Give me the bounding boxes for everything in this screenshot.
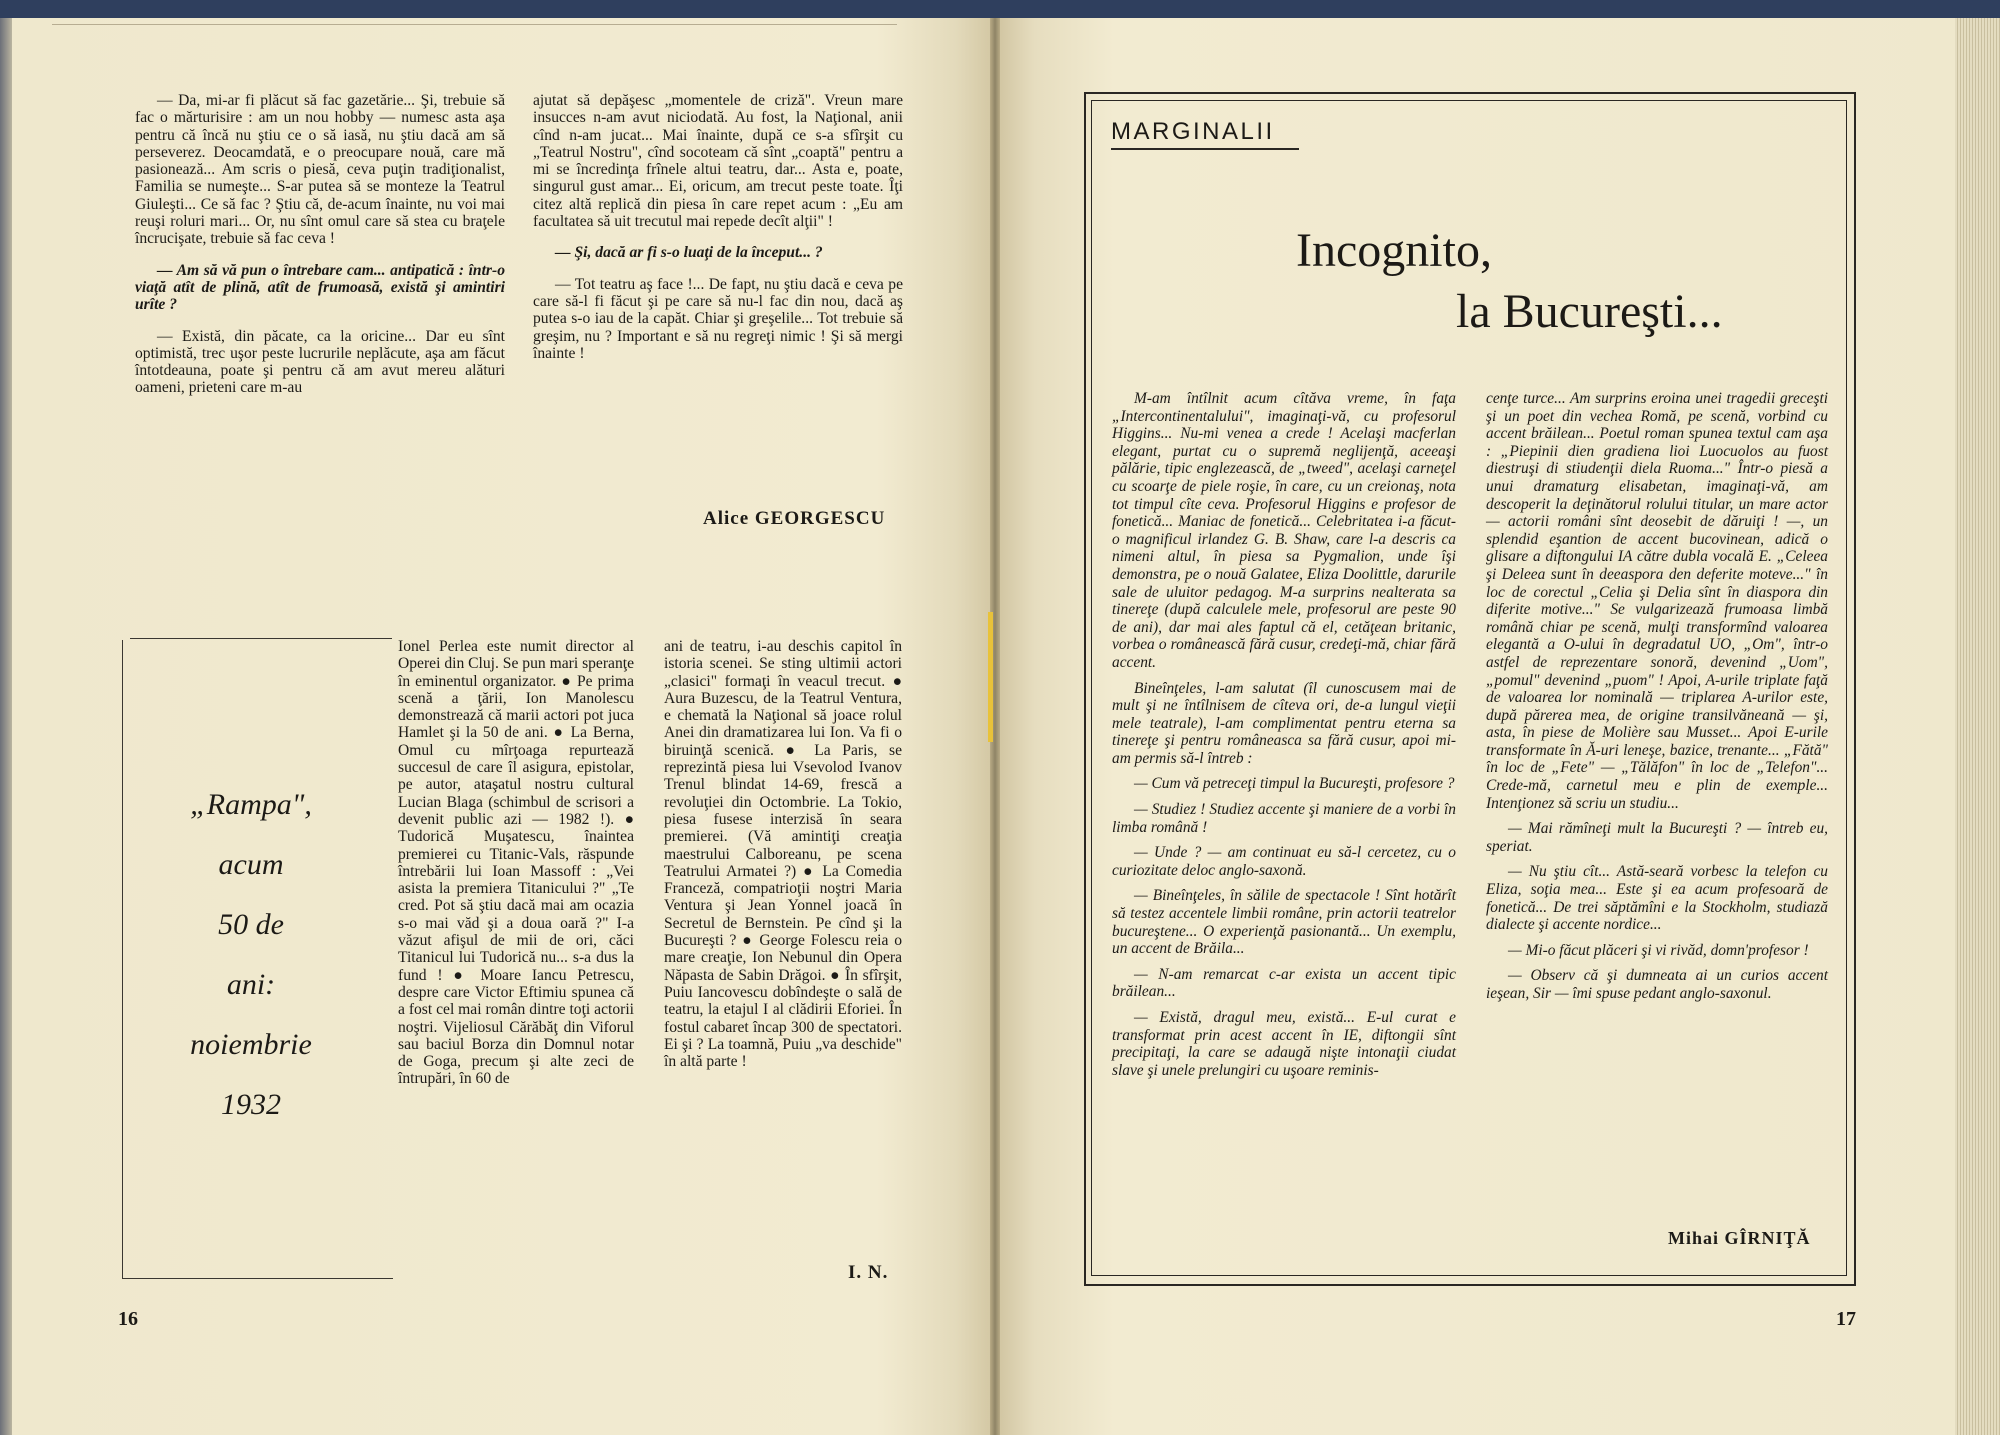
article-paragraph: — Există, dragul meu, există... E-ul curat e transformat prin acest accent în IE, diftongii sînt precipitaţi, la care se adaugă nişte intonaţii ciudat slave şi unele prelungiri cu uşoare reminis- [1112,1009,1456,1079]
article-paragraph: — Mai rămîneţi mult la Bucureşti ? — întreb eu, speriat. [1486,820,1828,855]
article-paragraph: Bineînţeles, l-am salutat (îl cunoscusem mai de mult şi ne întîlnisem de cîteva ori, de-a lungul vieţii mele teatrale), l-am complimentat pentru eterna sa tinereţe şi pentru româneasca sa fără cusur, apoi mi-am permis să-l întreb : [1112,679,1456,767]
interview-paragraph: — Tot teatru aş face !... De fapt, nu ştiu dacă e ceva pe care să-l fi făcut şi pe care să nu-l fac din nou, dacă aş putea s-o iau de la capăt. Chiar şi greşelile... Tot trebuie să greşim, nu ? Important e să nu regreţi nimic ! Şi să mergi înainte ! [533,275,903,362]
interview-paragraph: — Există, din păcate, ca la oricine... Dar eu sînt optimistă, trec uşor peste lucrurile neplăcute, aşa am făcut întotdeauna, poate şi pentru că am avut mereu alături oameni, prieteni care m-au [135,327,505,397]
interview-column-1 [135,92,505,411]
rampa-title-line: noiembrie [190,1028,312,1061]
section-underline [1111,148,1299,150]
article-paragraph: — N-am remarcat c-ar exista un accent tipic brăilean... [1112,965,1456,1001]
interview-question: — Şi, dacă ar fi s-o luaţi de la început... ? [555,244,823,262]
article-paragraph: — Bineînţeles, în sălile de spectacole ! Sînt hotărît să testez accentele limbii române, prin actorii teatrelor bucureştene... O experienţă pasionantă... Un exemplu, un accent de Brăila... [1112,887,1456,958]
rampa-box-title [136,775,366,1135]
article-column-2 [1486,390,1828,1011]
article-author: Mihai GÎRNIŢĂ [1668,1228,1811,1248]
rampa-title-line: ani: [226,968,276,1001]
interview-author: Alice GEORGESCU [703,508,886,529]
news-column-1: Ionel Perlea este numit director al Operei din Cluj. Se pun mari speranţe în eminentul organizator. ● Pe prima scenă a ţării, Ion Manolescu demonstrează că marii actori pot juca Hamlet şi la 50 de ani. ● La Berna, Omul cu mîrţoaga repurtează succesul de care îl asigura, epistolar, pe autor, ataşatul nostru cultural Lucian Blaga (schimbul de scrisori a devenit public azi — 1982 !). ● Tudorică Muşatescu, înaintea premierei cu Titanic-Vals, răspunde întrebării lui Ioan Massoff : „Vei asista la premiera Titanicului ?" „Te cred. Pot să ştiu dacă mai am ocazia s-o mai văd şi a doua oară ?" I-a văzut afişul de mii de ori, căci Titanicul lui Tudorică nu... s-a dus la fund ! ● Moare Iancu Petrescu, despre care Victor Eftimiu spunea că a fost cel mai român dintre toţi actorii noştri. Vijeliosul Cărăbăţ din Viforul sau baciul Borza din Domnul notar de Goga, precum şi alte zeci de întrupări, în 60 de [398,638,635,1088]
article-title-line-2: la Bucureşti... [1456,285,1723,338]
interview-paragraph: ajutat să depăşesc „momentele de criză". Vreun mare insucces n-am avut niciodată. Au fost, la Naţional, anii cînd n-am jucat... Mai înainte, după ce s-a sfîrşit cu „Teatrul Nostru", cînd socoteam că sînt „coaptă" pentru a mi se încredinţa frînele altui teatru, dar... Asta e, poate, singurul gust amar... Ei, oricum, am trecut peste toate. Îţi citez altă replică din piesa în care repet acum : „Eu am facultatea să uit trecutul mai repede decît alţii" ! [533,92,903,231]
article-title-line-1: Incognito, [1296,224,1492,277]
news-author: I. N. [848,1262,889,1283]
article-paragraph: — Observ că şi dumneata ai un curios accent ieşean, Sir — îmi spuse pedant anglo-saxonul. [1486,967,1828,1002]
page-number-right: 17 [1836,1308,1856,1330]
interview-column-2 [533,92,903,376]
interview-question: — Am să vă pun o întrebare cam... antipatică : într-o viaţă atît de plină, atît de frumoasă, există şi amintiri urîte ? [135,261,505,314]
page-number-left: 16 [118,1308,138,1330]
bookmark-ribbon [988,612,993,742]
rampa-title-line: 1932 [221,1088,281,1121]
rampa-title-line: acum [218,848,284,881]
interview-paragraph: — Da, mi-ar fi plăcut să fac gazetărie... Şi, trebuie să fac o mărturisire : am un nou hobby — numesc asta aşa pentru că încă nu ştiu ce o să iasă, nu ştiu dacă am să perseverez. Deocamdată, e o preocupare nouă, care mă pasionează... Am scris o piesă, ceva puţin tradiţionalist, Familia se numeşte... S-ar putea să se monteze la Teatrul Giuleşti... Ce să fac ? Ştiu că, de-acum înainte, nu voi mai reuşi roluri mari... Or, nu sînt omul care să stea cu braţele încrucişate, trebuie să fac ceva ! [135,92,505,248]
article-paragraph: cenţe turce... Am surprins eroina unei tragedii greceşti şi un poet din vechea Romă, pe scenă, vorbind cu accent brăilean... Poetul roman spunea textul cam aşa : „Piepinii dien gradiena lioi Luocuolos au fuost diestruşi di stiudenţii diela Ruoma..." Într-o piesă a unui dramaturg elisabetan, imaginaţi-vă, am descoperit la deţinătorul rolului titular, un mare actor — actorii români sînt deosebit de dăruiţi ! —, un splendid eşantion de accent bucovinean, adică o glisare a diftongului IA către dubla vocală E. „Celeea şi Deleea sunt în deeaspora den deferite moteve..." în loc de corectul „Celia şi Delia sînt în diaspora din diferite motive..." Se vulgarizează frumoasa limbă română chiar pe scenă, mulţi transformînd valoarea elegantă a O-ului în degradatul UO, „Om", într-o astfel de reprezentare sonoră, devenind „Uom", „pomul" devenind „puom" ! Apoi, A-urile triplate faţă de valoarea lor nominală — triplarea A-urilor este, după părerea mea, de origine transilvăneană — şi, asta, în piese de Molière sau Musset... Apoi E-urile transformate în Ă-uri leneşe, bazice, trenante... „Fătă" în loc de „Fete" — „Tălăfon" în loc de „Telefon"... Crede-mă, carnetul meu e plin de exemple... Intenţionez să scriu un studiu... [1486,390,1828,812]
top-rule [52,24,897,25]
article-paragraph: — Studiez ! Studiez accente şi maniere de a vorbi în limba română ! [1112,801,1456,836]
article-paragraph: — Unde ? — am continuat eu să-l cercetez, cu o curiozitate deloc anglo-saxonă. [1112,844,1456,879]
article-column-1 [1112,390,1456,1087]
rampa-title-line: „Rampa", [190,788,312,821]
rampa-title-line: 50 de [218,908,284,941]
page-edges [1955,18,2000,1435]
news-column-2: ani de teatru, i-au deschis capitol în istoria scenei. Se sting ultimii actori „clasici" formaţi în veacul trecut. ● Aura Buzescu, de la Teatrul Ventura, e chemată la Naţional să joace rolul Anei din dramatizarea lui Ion. Va fi o biruinţă scenică. ● La Paris, se reprezintă piesa lui Vsevolod Ivanov Trenul blindat 14-69, frescă a revoluţiei din Octombrie. La Tokio, piesa fusese interzisă în seara premierei. (Vă amintiţi creaţia maestrului Calboreanu, pe scena Teatrului Armatei ?) ● La Comedia Franceză, compatrioţii noştri Maria Ventura şi Jean Yonnel joacă în Secretul de Bernstein. Pe cînd şi la Bucureşti ? ● George Folescu reia o mare creaţie, Ion Nebunul din Opera Năpasta de Sabin Drăgoi. ● În sfîrşit, Puiu Iancovescu dobîndeşte o sală de teatru, la etajul I al clădirii Eforiei. În fostul cabaret încap 300 de spectatori. Ei şi ? La toamnă, Puiu „va deschide" în altă parte ! [664,638,902,1071]
article-paragraph: — Nu ştiu cît... Astă-seară vorbesc la telefon cu Eliza, soţia mea... Este şi ea acum profesoară de fonetică... De trei săptămîni e la Stockholm, studiază dialecte şi accente nordice... [1486,863,1828,934]
article-paragraph: M-am întîlnit acum cîtăva vreme, în faţa „Intercontinentalului", imaginaţi-vă, cu profesorul Higgins... Nu-mi venea a crede ! Acelaşi macferlan elegant, purtat cu o supremă neglijenţă, aceeaşi pălărie, tipic englezească, de „tweed", acelaşi carneţel cu scoarţe de piele roşie, în care, cu un creionaş, nota tot timpul cîte ceva. Profesorul Higgins e profesor de fonetică... Maniac de fonetică... Celebritatea i-a făcut-o magnificul irlandez G. B. Shaw, care l-a descris ca nimeni altul, în piesa sa Pygmalion, unde îşi demonstra, pe o nouă Galatee, Eliza Doolittle, darurile sale de uluitor pedagog. M-a surprins nealterata sa tinereţe (după calculele mele, profesorul are peste 90 de ani), dar mai ales faptul că el, cetăţean britanic, vorbea o românească fără cusur, credeţi-mă, chiar fără accent. [1112,390,1456,671]
article-paragraph: — Cum vă petreceţi timpul la Bucureşti, profesore ? [1134,775,1455,793]
section-label: MARGINALII [1111,118,1275,145]
article-paragraph: — Mi-o făcut plăceri şi vi rivăd, domn'profesor ! [1508,941,1809,959]
